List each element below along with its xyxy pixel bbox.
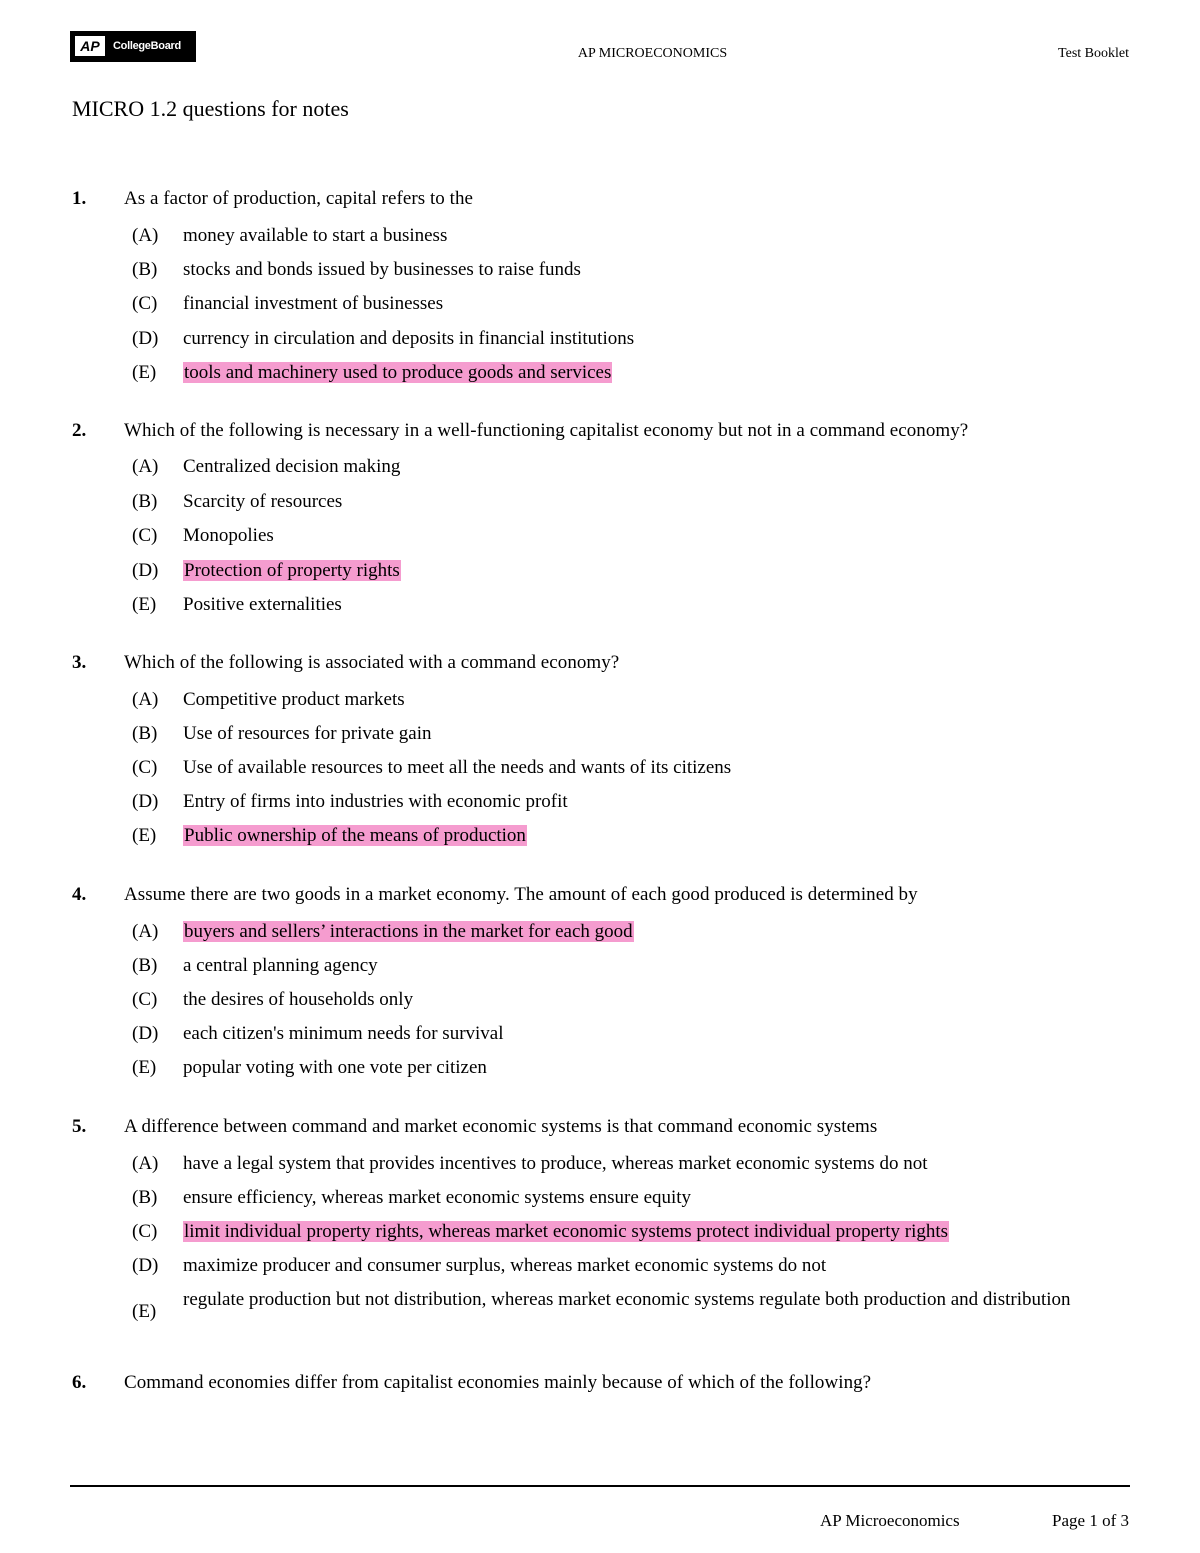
- question-number: 1.: [72, 188, 87, 209]
- question-stem: As a factor of production, capital refers to the: [124, 188, 474, 209]
- option-text: Use of resources for private gain: [183, 723, 432, 744]
- option-text: Monopolies: [183, 525, 274, 546]
- option-letter: (B): [132, 1187, 158, 1208]
- option-letter: (A): [132, 689, 159, 710]
- option-letter: (B): [132, 955, 158, 976]
- ap-logo-mark: AP: [75, 36, 105, 56]
- option-letter: (B): [132, 491, 158, 512]
- footer-page-number: Page 1 of 3: [1052, 1511, 1129, 1530]
- question-number: 5.: [72, 1116, 87, 1137]
- question-number: 6.: [72, 1372, 87, 1393]
- question-stem: A difference between command and market economic systems is that command economic systems: [124, 1116, 878, 1137]
- option-letter: (A): [132, 225, 159, 246]
- option-letter: (D): [132, 560, 159, 581]
- option-letter: (B): [132, 259, 158, 280]
- option-letter: (C): [132, 525, 158, 546]
- option-text: financial investment of businesses: [183, 293, 444, 314]
- option-letter: (A): [132, 1153, 159, 1174]
- option-text: ensure efficiency, whereas market economic systems ensure equity: [183, 1187, 692, 1208]
- option-letter: (E): [132, 1301, 157, 1322]
- header-subject: AP MICROECONOMICS: [577, 46, 728, 61]
- footer-course: AP Microeconomics: [820, 1511, 960, 1530]
- option-letter: (A): [132, 456, 159, 477]
- option-letter: (D): [132, 1023, 159, 1044]
- highlighted-answer: limit individual property rights, whereas market economic systems protect individual property rights: [184, 1221, 949, 1242]
- option-letter: (C): [132, 1221, 158, 1242]
- question-number: 2.: [72, 420, 87, 441]
- highlighted-answer: Public ownership of the means of production: [184, 825, 526, 846]
- option-text: a central planning agency: [183, 955, 378, 976]
- highlighted-answer: Protection of property rights: [184, 560, 400, 581]
- option-letter: (A): [132, 921, 159, 942]
- option-letter: (E): [132, 1057, 157, 1078]
- option-text: have a legal system that provides incentives to produce, whereas market economic systems do not: [183, 1153, 928, 1174]
- question-number: 4.: [72, 884, 87, 905]
- collegeboard-wordmark: CollegeBoard: [113, 40, 181, 52]
- option-text: Use of available resources to meet all the needs and wants of its citizens: [183, 757, 732, 778]
- question-stem: Command economies differ from capitalist economies mainly because of which of the following?: [124, 1372, 872, 1393]
- question-stem: Which of the following is associated with a command economy?: [124, 652, 620, 673]
- option-text: popular voting with one vote per citizen: [183, 1057, 487, 1078]
- question-number: 3.: [72, 652, 87, 673]
- highlighted-answer: buyers and sellers’ interactions in the market for each good: [184, 921, 633, 942]
- option-letter: (D): [132, 1255, 159, 1276]
- option-letter: (C): [132, 293, 158, 314]
- option-text: the desires of households only: [183, 989, 414, 1010]
- footer-divider: [70, 1485, 1130, 1487]
- option-letter: (E): [132, 594, 157, 615]
- option-text: Centralized decision making: [183, 456, 401, 477]
- option-letter: (C): [132, 757, 158, 778]
- option-text: maximize producer and consumer surplus, whereas market economic systems do not: [183, 1255, 827, 1276]
- header-booklet-label: Test Booklet: [1058, 46, 1129, 61]
- question-stem: Assume there are two goods in a market economy. The amount of each good produced is determined by: [124, 884, 918, 905]
- page-title: MICRO 1.2 questions for notes: [72, 96, 349, 121]
- page-header: [0, 0, 1200, 80]
- option-letter: (D): [132, 328, 159, 349]
- option-text: Positive externalities: [183, 594, 342, 615]
- question-stem: Which of the following is necessary in a well-functioning capitalist economy but not in a command economy?: [124, 420, 969, 441]
- option-text: currency in circulation and deposits in financial institutions: [183, 328, 635, 349]
- option-letter: (E): [132, 825, 157, 846]
- option-letter: (C): [132, 989, 158, 1010]
- option-text: money available to start a business: [183, 225, 448, 246]
- highlighted-answer: tools and machinery used to produce goods and services: [184, 362, 612, 383]
- option-letter: (D): [132, 791, 159, 812]
- option-letter: (E): [132, 362, 157, 383]
- option-text: Entry of firms into industries with economic profit: [183, 791, 568, 812]
- option-text: Competitive product markets: [183, 689, 405, 710]
- option-text: Scarcity of resources: [183, 491, 343, 512]
- option-text: regulate production but not distribution, whereas market economic systems regulate both production and distribution: [183, 1289, 1071, 1310]
- option-text: stocks and bonds issued by businesses to raise funds: [183, 259, 581, 280]
- option-letter: (B): [132, 723, 158, 744]
- option-text: each citizen's minimum needs for survival: [183, 1023, 504, 1044]
